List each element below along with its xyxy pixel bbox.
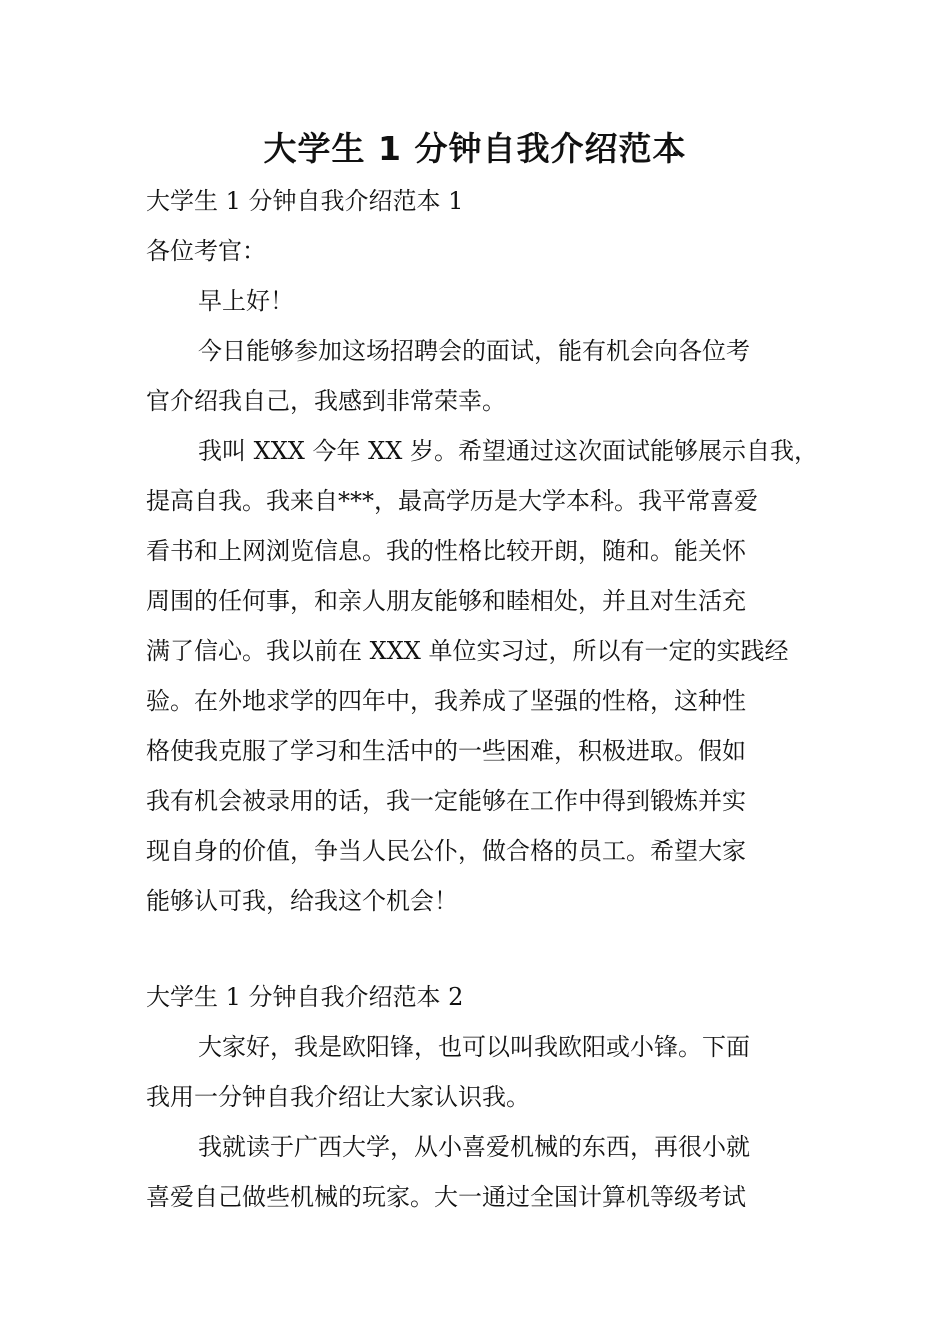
text-line: 满了信心。我以前在 XXX 单位实习过，所以有一定的实践经	[146, 637, 789, 665]
text-line: 今日能够参加这场招聘会的面试，能有机会向各位考	[198, 337, 750, 365]
text-line: 大家好，我是欧阳锋，也可以叫我欧阳或小锋。下面	[198, 1033, 750, 1061]
paragraph	[146, 326, 810, 426]
document-title: 大学生 1 分钟自我介绍范本	[263, 129, 687, 168]
paragraph	[146, 1022, 810, 1122]
text-line: 我用一分钟自我介绍让大家认识我。	[146, 1083, 530, 1111]
paragraph	[146, 426, 818, 926]
text-line: 我叫 XXX 今年 XX 岁。希望通过这次面试能够展示自我，	[198, 437, 818, 465]
section-heading-1: 大学生 1 分钟自我介绍范本 1	[146, 187, 464, 215]
text-line: 看书和上网浏览信息。我的性格比较开朗，随和。能关怀	[146, 537, 746, 565]
text-line: 周围的任何事，和亲人朋友能够和睦相处，并且对生活充	[146, 587, 746, 615]
text-line: 喜爱自己做些机械的玩家。大一通过全国计算机等级考试	[146, 1183, 746, 1211]
text-line: 现自身的价值，争当人民公仆，做合格的员工。希望大家	[146, 837, 746, 865]
salutation: 各位考官：	[146, 237, 266, 265]
text-line: 我就读于广西大学，从小喜爱机械的东西，再很小就	[198, 1133, 750, 1161]
text-line: 提高自我。我来自***，最高学历是大学本科。我平常喜爱	[146, 487, 758, 515]
text-line: 官介绍我自己，我感到非常荣幸。	[146, 387, 506, 415]
text-line: 我有机会被录用的话，我一定能够在工作中得到锻炼并实	[146, 787, 746, 815]
paragraph	[146, 1122, 810, 1222]
text-line: 能够认可我，给我这个机会！	[146, 887, 458, 915]
greeting: 早上好！	[198, 287, 294, 315]
section-heading-2: 大学生 1 分钟自我介绍范本 2	[146, 983, 464, 1011]
text-line: 验。在外地求学的四年中，我养成了坚强的性格，这种性	[146, 687, 746, 715]
text-line: 格使我克服了学习和生活中的一些困难，积极进取。假如	[146, 737, 746, 765]
